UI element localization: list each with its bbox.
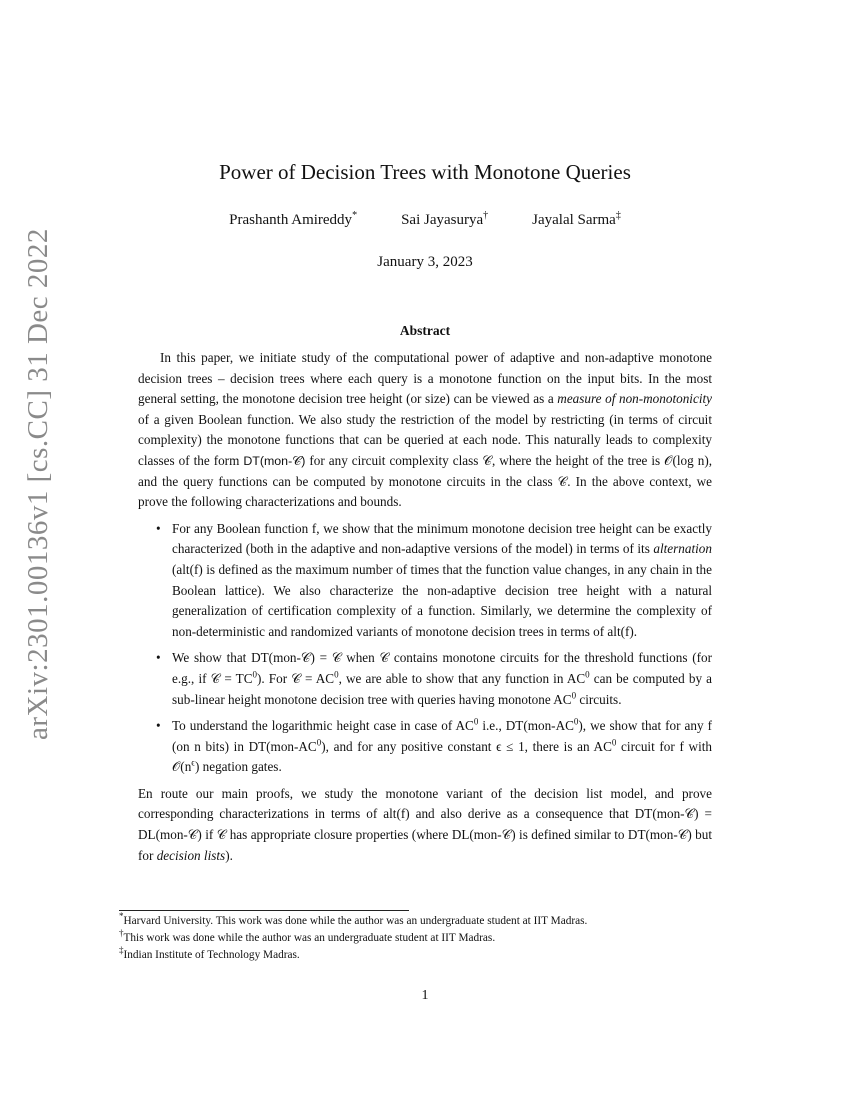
paper-title: Power of Decision Trees with Monotone Queries	[219, 160, 631, 184]
abstract-intro-paragraph: In this paper, we initiate study of the computational power of adaptive and non-adaptive monotone decision trees – decision trees where each query is a monotone function on the input bits. In the most general setting, the monotone decision tree height (or size) can be viewed as a measure of non-monotonicity of a given Boolean function. We also study the restriction of the model by restricting (in terms of circuit complexity) the monotone functions that can be queried at each node. This naturally leads to complexity classes of the form DT(mon-𝒞) for any circuit complexity class 𝒞, where the height of the tree is 𝒪(log n), and the query functions can be computed by monotone circuits in the class 𝒞. In the above context, we prove the following characterizations and bounds.	[138, 350, 713, 510]
page-number: 1	[421, 988, 429, 1003]
footnote-divider	[119, 910, 409, 911]
result-item: • For any Boolean function f, we show that the minimum monotone decision tree height can be exactly characterized (both in the adaptive and non-adaptive versions of the model) in terms of its alternation (alt(f) is defined as the maximum number of times that the function value changes, in any chain in the Boolean lattice). We also characterize the non-adaptive decision tree height with a natural generalization of certification complexity of a function. Similarly, we determine the complexity of non-deterministic and randomized variants of monotone decision trees in terms of alt(f).	[172, 519, 712, 643]
author: Prashanth Amireddy*	[229, 210, 358, 228]
result-item: • We show that DT(mon-𝒞) = 𝒞 when 𝒞 contains monotone circuits for the threshold functions (for e.g., if 𝒞 = $TC^0$). For 𝒞 = $AC^0$, we are able to show that any function in $AC^0$ can be computed by a sub-linear height monotone decision tree with queries having monotone $AC^0$ circuits.	[172, 648, 712, 710]
author-list	[0, 212, 850, 229]
abstract-closing-paragraph: En route our main proofs, we study the monotone variant of the decision list model, and prove corresponding characterizations in terms of alt(f) and also derive as a consequence that DT(mon-𝒞) = DL(mon-𝒞) if 𝒞 has appropriate closure properties (where DL(mon-𝒞) is defined similar to DT(mon-𝒞) but for decision lists).	[138, 785, 712, 863]
footnote: *Harvard University. This work was done while the author was an undergraduate student at IIT Madras.	[119, 911, 588, 927]
author: Sai Jayasurya†	[401, 210, 489, 228]
footnote: ‡Indian Institute of Technology Madras.	[119, 945, 300, 961]
abstract-heading: Abstract	[399, 323, 451, 338]
paper-date: January 3, 2023	[377, 254, 473, 270]
footnote: †This work was done while the author was an undergraduate student at IIT Madras.	[119, 928, 496, 944]
abstract-body	[138, 348, 712, 866]
footnotes	[119, 913, 739, 964]
arxiv-stamp-text: arXiv:2301.00136v1 [cs.CC] 31 Dec 2022	[22, 228, 54, 740]
result-item: • To understand the logarithmic height case in case of $AC^0$ i.e., $DT(mon-AC^0)$, we show that for any f (on n bits) in $DT(mon-AC^0)$, and for any positive constant ϵ ≤ 1, there is an $AC^0$ circuit for f with $𝒪(n^\epsilon)$ negation gates.	[172, 716, 712, 778]
results-list	[138, 519, 712, 778]
author: Jayalal Sarma‡	[532, 210, 621, 228]
